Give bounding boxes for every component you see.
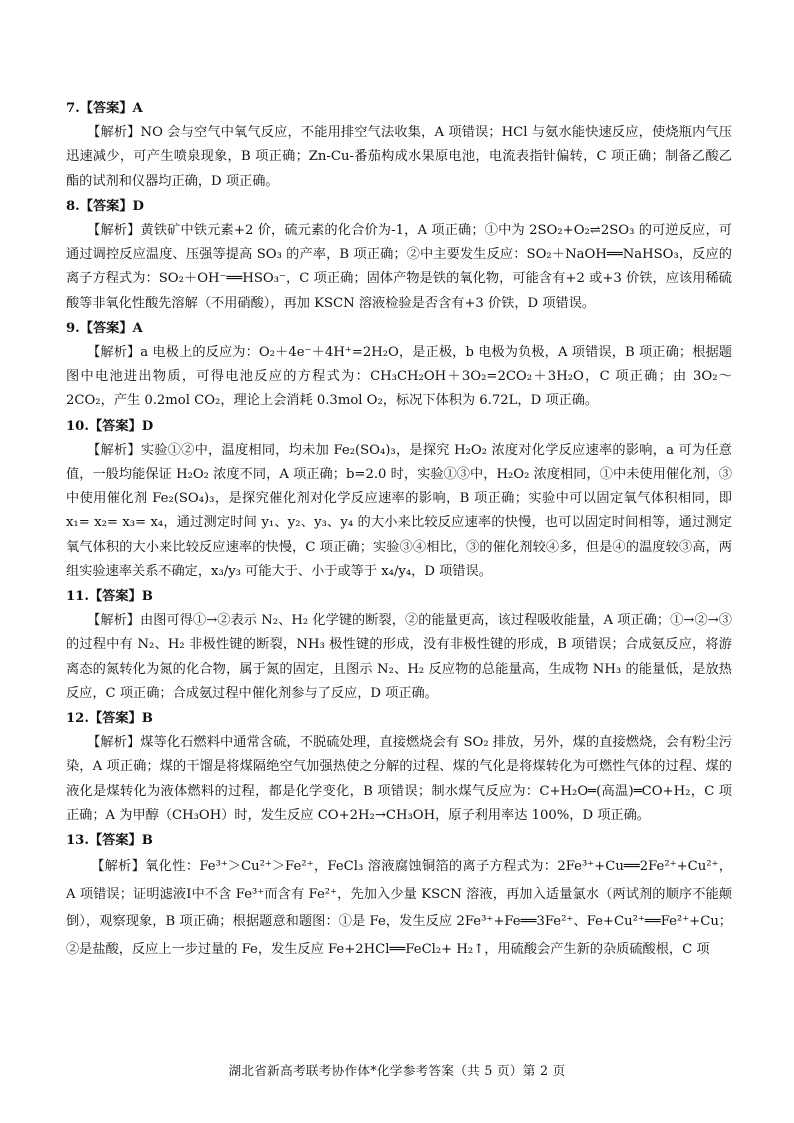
question-11 xyxy=(66,585,732,706)
explanation-text: 【解析】黄铁矿中铁元素+2 价，硫元素的化合价为-1，A 项正确；①中为 2SO₂+O₂⇌2SO₃ 的可逆反应，可通过调控反应温度、压强等提高 SO₃ 的产率，B 项正确；②中主要发生反应：SO₂＋NaOH══NaHSO₃，反应的离子方程式为：SO₂＋OH⁻══HSO₃⁻，C 项正确；固体产物是铁的氧化物，可能含有+2 或+3 价铁，应该用稀硫酸等非氧化性酸先溶解（不用硝酸），再加 KSCN 溶液检验是否含有+3 价铁，D 项错误。 xyxy=(66,223,732,311)
answer-line: 10.【答案】D xyxy=(66,418,154,434)
page-footer: 湖北省新高考联考协作体*化学参考答案（共 5 页）第 2 页 xyxy=(228,1063,566,1078)
answer-line: 11.【答案】B xyxy=(66,589,153,605)
answer-line: 8.【答案】D xyxy=(66,198,144,214)
answer-line: 7.【答案】A xyxy=(66,101,143,116)
question-8 xyxy=(66,195,732,316)
answer-content xyxy=(66,97,732,964)
explanation-text: 【解析】a 电极上的反应为：O₂＋4e⁻＋4H⁺=2H₂O，是正极，b 电极为负极，A 项错误，B 项正确；根据题图中电池进出物质，可得电池反应的方程式为：CH₃CH₂OH＋3O₂=2CO₂＋3H₂O，C 项正确；由 3O₂～2CO₂，产生 0.2mol CO₂，理论上会消耗 0.3mol O₂，标况下体积为 6.72L，D 项正确。 xyxy=(66,345,732,409)
question-10 xyxy=(66,415,732,584)
answer-line: 13.【答案】B xyxy=(66,833,153,849)
explanation-text: 【解析】煤等化石燃料中通常含硫，不脱硫处理，直接燃烧会有 SO₂ 排放，另外，煤的直接燃烧，会有粉尘污染，A 项正确；煤的干馏是将煤隔绝空气加强热使之分解的过程、煤的气化是将煤转化为可燃性气体的过程、煤的液化是煤转化为液体燃料的过程，都是化学变化，B 项错误；制水煤气反应为：C+H₂O═(高温)═CO+H₂，C 项正确；A 为甲醇（CH₃OH）时，发生反应 CO+2H₂→CH₃OH，原子利用率达 100%，D 项正确。 xyxy=(66,735,732,823)
answer-line: 9.【答案】A xyxy=(66,320,143,336)
explanation-text: 【解析】NO 会与空气中氧气反应，不能用排空气法收集，A 项错误；HCl 与氨水能快速反应，使烧瓶内气压迅速减少，可产生喷泉现象，B 项正确；Zn-Cu-番茄构成水果原电池，电流表指针偏转，C 项正确；制备乙酸乙酯的试剂和仪器均正确，D 项正确。 xyxy=(66,125,732,189)
explanation-text: 【解析】实验①②中，温度相同，均未加 Fe₂(SO₄)₃，是探究 H₂O₂ 浓度对化学反应速率的影响，a 可为任意值，一般均能保证 H₂O₂ 浓度不同，A 项正确；b=2.0 时，实验①③中，H₂O₂ 浓度相同，①中未使用催化剂，③中使用催化剂 Fe₂(SO₄)₃，是探究催化剂对化学反应速率的影响，B 项正确；实验中可以固定氧气体积相同，即 x₁= x₂= x₃= x₄，通过测定时间 y₁、y₂、y₃、y₄ 的大小来比较反应速率的快慢，也可以固定时间相等，通过测定氧气体积的大小来比较反应速率的快慢，C 项正确；实验③④相比，③的催化剂较④多，但是④的温度较③高，两组实验速率关系不确定，x₃/y₃ 可能大于、小于或等于 x₄/y₄，D 项错误。 xyxy=(66,442,732,579)
question-13 xyxy=(66,829,732,963)
question-9 xyxy=(66,317,732,414)
question-12 xyxy=(66,707,732,828)
explanation-text: 【解析】氧化性：Fe³⁺＞Cu²⁺＞Fe²⁺，FeCl₃ 溶液腐蚀铜箔的离子方程式为：2Fe³⁺+Cu══2Fe²⁺+Cu²⁺，A 项错误；证明滤液Ⅰ中不含 Fe³⁺而含有 Fe²⁺，先加入少量 KSCN 溶液，再加入适量氯水（两试剂的顺序不能颠倒），观察现象，B 项正确；根据题意和题图：①是 Fe，发生反应 2Fe³⁺+Fe══3Fe²⁺、Fe+Cu²⁺══Fe²⁺+Cu；②是盐酸，反应上一步过量的 Fe，发生反应 Fe+2HCl══FeCl₂+ H₂↑，用硫酸会产生新的杂质硫酸根，C 项 xyxy=(66,859,732,957)
explanation-text: 【解析】由图可得①→②表示 N₂、H₂ 化学键的断裂，②的能量更高，该过程吸收能量，A 项正确；①→②→③的过程中有 N₂、H₂ 非极性键的断裂，NH₃ 极性键的形成，没有非极性键的形成，B 项错误；合成氨反应，将游离态的氮转化为氮的化合物，属于氮的固定，且图示 N₂、H₂ 反应物的总能量高，生成物 NH₃ 的能量低，是放热反应，C 项正确；合成氨过程中催化剂参与了反应，D 项正确。 xyxy=(66,613,732,701)
question-7 xyxy=(66,97,732,194)
answer-line: 12.【答案】B xyxy=(66,711,153,727)
